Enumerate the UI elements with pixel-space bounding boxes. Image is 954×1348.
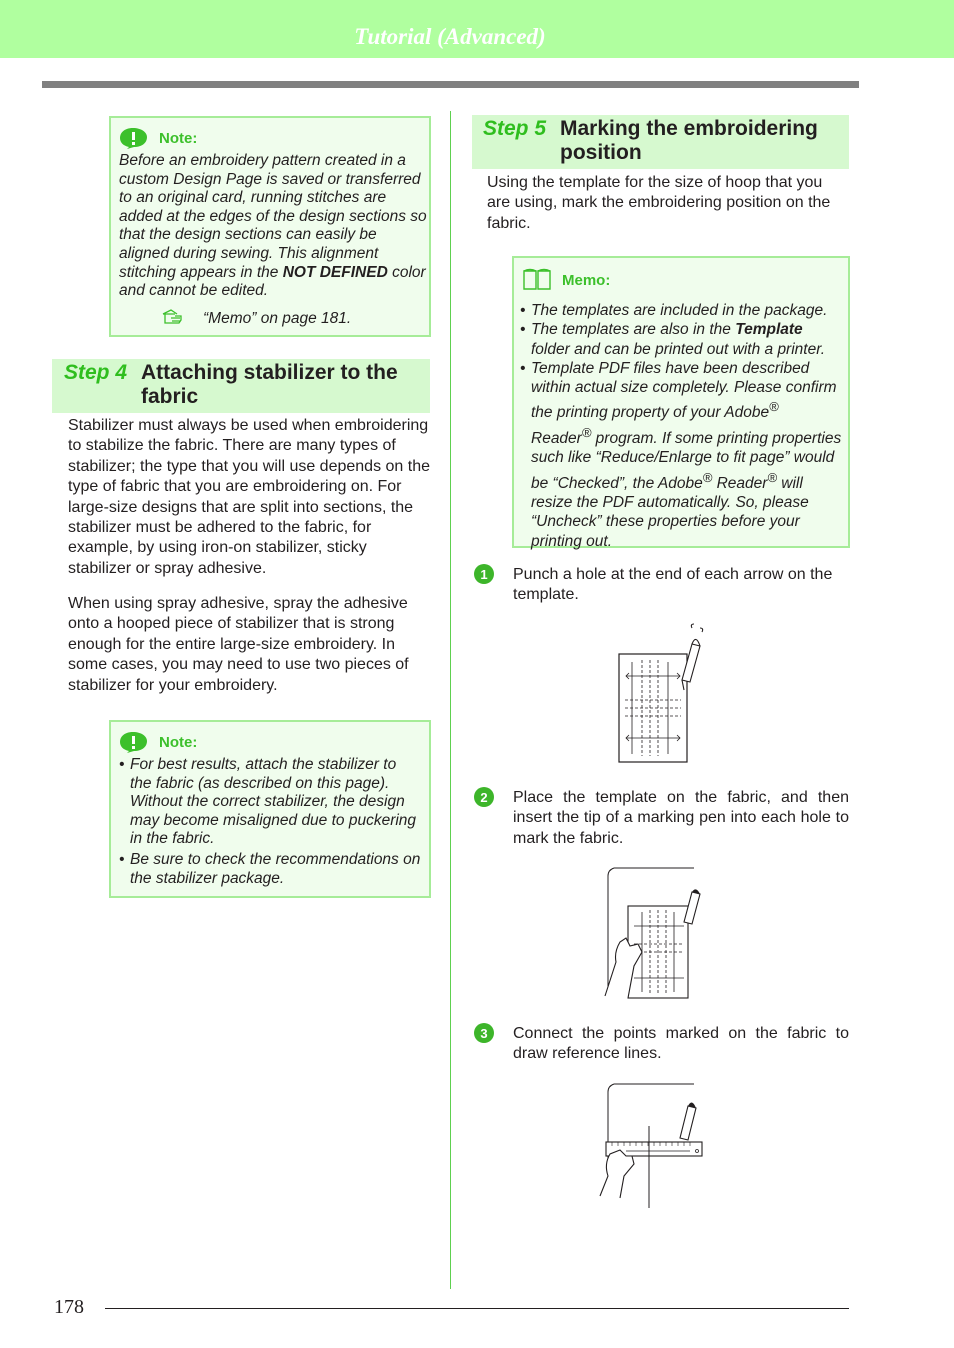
note-text-bold: NOT DEFINED — [282, 263, 388, 281]
step-5-number: Step 5 — [483, 117, 547, 140]
memo-list-item — [520, 320, 842, 359]
bullet: • — [520, 359, 526, 377]
note-reference[interactable] — [161, 308, 351, 331]
note-list-item — [119, 756, 421, 849]
memo-box — [512, 256, 850, 548]
template-punch-illustration — [612, 620, 708, 766]
pointing-hand-icon — [161, 308, 191, 331]
note-header — [119, 731, 197, 753]
memo-text: will resize the PDF automatically. So, please “Uncheck” these properties before your printing out. — [531, 474, 809, 550]
memo-text: Reader — [531, 430, 582, 448]
memo-item-text — [531, 320, 842, 359]
column-divider — [450, 111, 451, 1289]
note-body — [119, 152, 429, 301]
registered-mark: ® — [769, 399, 779, 415]
page-header-title: Tutorial (Advanced) — [354, 24, 546, 49]
note-label: Note: — [159, 129, 198, 147]
memo-item-text: The templates are included in the package. — [531, 302, 828, 319]
note-list-item-text: For best results, attach the stabilizer to the fabric (as described on this page). Without the correct stabilizer, the design may become misaligned due to puckering in the fabric. — [130, 756, 417, 848]
header-rule — [42, 81, 859, 88]
note-label: Note: — [159, 733, 198, 751]
step-4-paragraph-2: When using spray adhesive, spray the adhesive onto a hooped piece of stabilizer that is strong enough for the entire large-size embroidery. In some cases, you may need to use two pieces of stabilizer for your embroidery. — [68, 595, 409, 694]
registered-mark: ® — [581, 424, 592, 440]
memo-text: Template PDF files have been described within actual size completely. Please confirm the printing property of your Adobe — [531, 359, 837, 422]
note-text: Before an embroidery pattern created in a custom Design Page is saved or transferred to an original card, running stitches are added at the edges of the design sections so that the design sections can easily be aligned during sewing. This alignment stitching appears in the — [119, 152, 427, 281]
step-5-intro: Using the template for the size of hoop that you are using, mark the embroidering position on the fabric. — [487, 174, 831, 232]
memo-list — [520, 301, 842, 551]
note-text-end: color and cannot be edited. — [119, 263, 426, 300]
registered-mark: ® — [702, 469, 713, 485]
step-badge-1: 1 — [474, 564, 494, 584]
memo-text: folder and can be printed out with a printer. — [531, 340, 826, 358]
bullet: • — [520, 321, 526, 339]
memo-item-text — [531, 359, 842, 551]
note-header — [119, 127, 197, 149]
note-reference-text[interactable]: “Memo” on page 181. — [203, 310, 352, 328]
note-box-2 — [109, 720, 431, 898]
note-box-1 — [109, 116, 431, 337]
step-1-text: Punch a hole at the end of each arrow on the template. — [513, 566, 833, 604]
bullet: • — [119, 756, 125, 773]
registered-mark: ® — [767, 469, 777, 485]
marking-fabric-illustration — [600, 866, 710, 1006]
step-badge-3: 3 — [474, 1023, 494, 1043]
step-5-title: Marking the embroidering position — [560, 117, 818, 164]
memo-header — [522, 269, 610, 291]
note-list-item-text: Be sure to check the recommendations on the stabilizer package. — [130, 850, 421, 887]
step-4-paragraph-1: Stabilizer must always be used when embroidering to stabilize the fabric. There are many types of stabilizer; the type that you will use depends on the type of fabric that you are embroidering on. For large-size designs that are split into sections, the stabilizer must be adhered to the fabric, for example, by using iron-on stabilizer, sticky stabilizer or spray adhesive. — [68, 417, 430, 577]
step-2-text: Place the template on the fabric, and then insert the tip of a marking pen into each hole to mark the fabric. — [513, 789, 849, 847]
memo-text: The templates are also in the — [531, 321, 736, 339]
memo-text: program. If some printing properties such like “Reduce/Enlarge to fit page” would be “Checked”, the Adobe — [531, 430, 842, 492]
step-3-text: Connect the points marked on the fabric to draw reference lines. — [513, 1025, 849, 1063]
step-4-number: Step 4 — [64, 361, 128, 384]
note-list — [119, 756, 421, 888]
open-book-icon — [522, 269, 554, 291]
memo-text-bold: Template — [735, 321, 803, 339]
exclamation-icon — [119, 127, 149, 149]
bullet: • — [520, 302, 526, 319]
memo-list-item — [520, 359, 842, 551]
step-4-title: Attaching stabilizer to the fabric — [141, 361, 398, 408]
exclamation-icon — [119, 731, 149, 753]
memo-list-item — [520, 301, 842, 320]
memo-label: Memo: — [562, 271, 611, 289]
ruler-reference-lines-illustration — [598, 1080, 710, 1210]
bullet: • — [119, 850, 125, 868]
page-number: 178 — [54, 1296, 84, 1318]
step-badge-2: 2 — [474, 787, 494, 807]
memo-text: Reader — [716, 474, 768, 492]
note-list-item — [119, 851, 421, 888]
footer-rule — [105, 1308, 849, 1309]
